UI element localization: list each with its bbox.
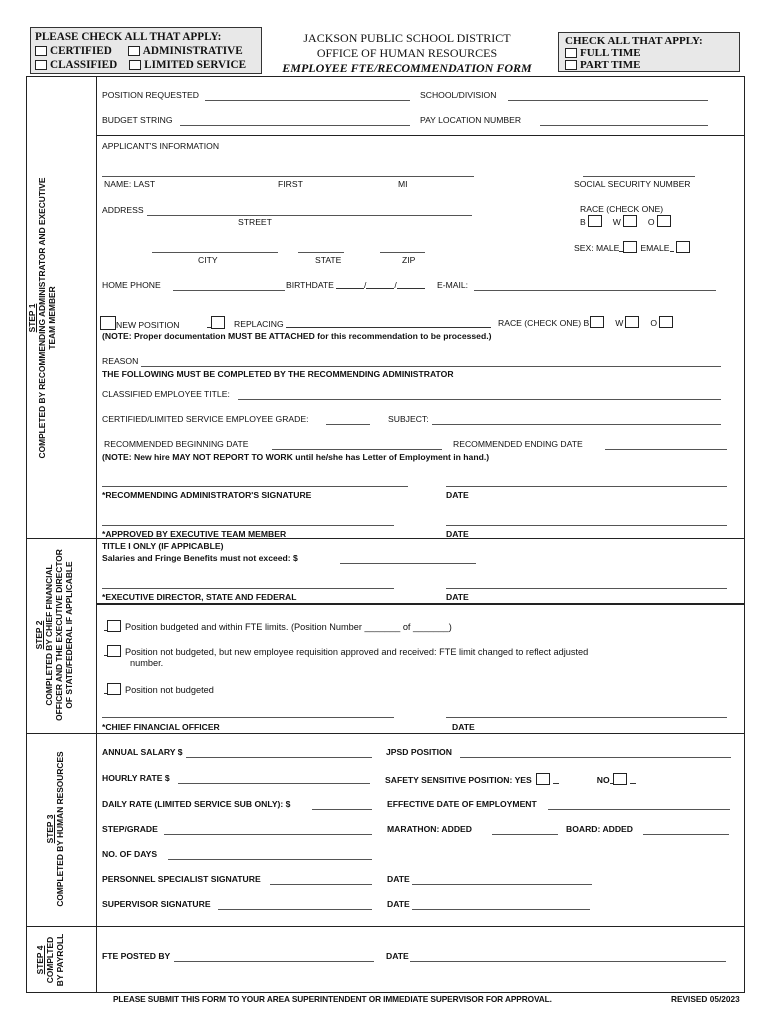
home-phone-label: HOME PHONE [102,280,161,290]
name-last-label: NAME: LAST [104,179,156,189]
effective-date-field[interactable] [548,809,730,810]
race-w-checkbox[interactable] [623,215,637,227]
exec-date-field[interactable] [446,525,727,526]
personnel-sig-field[interactable] [270,884,372,885]
time-type-title: CHECK ALL THAT APPLY: [565,35,703,47]
opt-budgeted-label: Position budgeted and within FTE limits. (Position Number _______ of _______) [125,622,452,632]
supervisor-date-label: DATE [387,899,410,909]
classified-checkbox[interactable] [35,60,47,70]
subject-label: SUBJECT: [388,414,429,424]
certified-label: CERTIFIED [50,45,112,57]
first-name-label: FIRST [278,179,303,189]
state-label: STATE [315,255,342,265]
administrative-checkbox[interactable] [128,46,140,56]
opt-not-budgeted-row [104,683,214,695]
race2-w-checkbox[interactable] [625,316,639,328]
supervisor-sig-field[interactable] [218,909,372,910]
certified-checkbox[interactable] [35,46,47,56]
daily-rate-label: DAILY RATE (LIMITED SERVICE SUB ONLY): $ [102,799,291,809]
opt-budgeted-checkbox[interactable] [107,620,121,632]
birthdate-label: BIRTHDATE [286,280,334,290]
street-label: STREET [238,217,272,227]
step-grade-field[interactable] [164,834,372,835]
ssn-label: SOCIAL SECURITY NUMBER [574,179,691,189]
pay-location-field[interactable] [540,125,708,126]
limited-service-checkbox[interactable] [129,60,141,70]
administrative-label: ADMINISTRATIVE [142,45,243,57]
exec-director-signature-field[interactable] [102,588,394,589]
rec-admin-date-field[interactable] [446,486,727,487]
race2-o-checkbox[interactable] [659,316,673,328]
new-position-checkbox[interactable] [100,316,116,330]
pay-location-label: PAY LOCATION NUMBER [420,115,522,125]
step1-label: STEP 1 COMPLETED BY RECOMMENDING ADMINISTRATOR AND EXECUTIVE TEAM MEMBER [27,177,57,459]
board-field[interactable] [643,834,729,835]
address-label: ADDRESS [102,205,144,215]
safety-sensitive-row [385,773,636,785]
revised-date: REVISED 05/2023 [671,994,740,1004]
district-name: JACKSON PUBLIC SCHOOL DISTRICT [303,31,511,45]
sex-male-checkbox[interactable] [623,241,637,253]
rec-admin-sig-label: *RECOMMENDING ADMINISTRATOR'S SIGNATURE [102,490,312,500]
ssn-field[interactable] [583,176,695,177]
subject-field[interactable] [432,424,721,425]
limited-service-label: LIMITED SERVICE [144,59,247,71]
exec-director-date-field[interactable] [446,588,727,589]
address-field[interactable] [147,215,472,216]
rec-end-label: RECOMMENDED ENDING DATE [453,439,583,449]
fte-date-field[interactable] [410,961,726,962]
rec-begin-label: RECOMMENDED BEGINNING DATE [104,439,249,449]
replacing-label: REPLACING [234,319,284,329]
zip-label: ZIP [402,255,416,265]
replacing-row [207,316,491,329]
birthdate-field[interactable]: / / [336,280,425,290]
opt-not-budgeted-approved-checkbox[interactable] [107,645,121,657]
state-field[interactable] [298,252,344,253]
email-label: E-MAIL: [437,280,469,290]
opt-budgeted-row [104,620,452,632]
form-header [262,31,552,76]
replacing-field[interactable] [286,327,491,328]
annual-salary-label: ANNUAL SALARY $ [102,747,183,757]
cfo-date-field[interactable] [446,717,727,718]
supervisor-sig-label: SUPERVISOR SIGNATURE [102,899,211,909]
office-name: OFFICE OF HUMAN RESOURCES [316,46,498,60]
applicant-name-field[interactable] [102,176,474,177]
exec-date-label: DATE [446,529,469,539]
budget-string-field[interactable] [180,125,410,126]
jpsd-position-label: JPSD POSITION [386,747,452,757]
opt-not-budgeted-approved-label: Position not budgeted, but new employee requisition approved and received: FTE limit changed to reflect adjusted [125,647,589,657]
marathon-field[interactable] [492,834,558,835]
employment-type-box [30,27,262,74]
rec-begin-field[interactable] [272,449,442,450]
step4-label: STEP 4 COMPLTED BY PAYROLL [35,933,65,987]
time-type-box [558,32,740,72]
fte-posted-label: FTE POSTED BY [102,951,171,961]
exec-signature-field[interactable] [102,525,394,526]
full-time-label: FULL TIME [580,47,641,59]
cert-grade-label: CERTIFIED/LIMITED SERVICE EMPLOYEE GRADE: [102,414,309,424]
budget-string-label: BUDGET STRING [102,115,173,125]
rec-admin-signature-field[interactable] [102,486,408,487]
race-options: B W O [580,215,674,227]
exec-director-date-label: DATE [446,592,469,602]
employment-type-title: PLEASE CHECK ALL THAT APPLY: [35,31,222,43]
replacing-checkbox[interactable] [211,316,225,329]
opt-not-budgeted-label: Position not budgeted [125,685,214,695]
home-phone-field[interactable] [173,290,285,291]
hourly-rate-label: HOURLY RATE $ [102,773,170,783]
form-title: EMPLOYEE FTE/RECOMMENDATION FORM [282,61,532,75]
safety-yes-label: SAFETY SENSITIVE POSITION: YES [385,775,532,785]
new-position-row [100,316,180,330]
mi-label: MI [398,179,408,189]
hourly-rate-field[interactable] [178,783,370,784]
race2-b-checkbox[interactable] [590,316,604,328]
reason-label: REASON [102,356,139,366]
cfo-label: *CHIEF FINANCIAL OFFICER [102,722,220,732]
race-label: RACE (CHECK ONE) [580,204,664,214]
reason-field[interactable] [141,366,721,367]
no-days-field[interactable] [168,859,372,860]
step-grade-label: STEP/GRADE [102,824,158,834]
note-documentation: (NOTE: Proper documentation MUST BE ATTACHED for this recommendation to be processed.) [102,331,492,341]
exec-director-label: *EXECUTIVE DIRECTOR, STATE AND FEDERAL [102,592,297,602]
fte-date-label: DATE [386,951,409,961]
salaries-label: Salaries and Fringe Benefits must not exceed: $ [102,553,298,563]
cert-grade-field[interactable] [326,424,370,425]
zip-field[interactable] [380,252,425,253]
approved-exec-label: *APPROVED BY EXECUTIVE TEAM MEMBER [102,529,287,539]
personnel-date-label: DATE [387,874,410,884]
school-division-label: SCHOOL/DIVISION [420,90,497,100]
city-label: CITY [198,255,218,265]
rec-end-field[interactable] [605,449,727,450]
new-position-label: NEW POSITION [116,320,180,330]
supervisor-date-field[interactable] [412,909,590,910]
following-heading: THE FOLLOWING MUST BE COMPLETED BY THE RECOMMENDING ADMINISTRATOR [102,369,454,379]
opt-not-budgeted-checkbox[interactable] [107,683,121,695]
race-b-checkbox[interactable] [588,215,602,227]
safety-no-checkbox[interactable] [613,773,627,785]
email-field[interactable] [474,290,716,291]
submit-instructions: PLEASE SUBMIT THIS FORM TO YOUR AREA SUPERINTENDENT OR IMMEDIATE SUPERVISOR FOR APPROVAL. [113,994,552,1004]
classified-title-field[interactable] [238,399,721,400]
effective-date-label: EFFECTIVE DATE OF EMPLOYMENT [387,799,537,809]
annual-salary-field[interactable] [186,757,372,758]
applicant-info-heading: APPLICANT'S INFORMATION [102,141,220,151]
safety-no-label: NO [596,775,610,785]
marathon-label: MARATHON: ADDED [387,824,472,834]
step2-label: STEP 2 COMPLETED BY CHIEF FINANCIAL OFFICER AND THE EXECUTIVE DIRECTOR OF STATE/FEDERAL IF APPLICABLE [34,549,74,721]
personnel-sig-label: PERSONNEL SPECIALIST SIGNATURE [102,874,261,884]
race2-row: RACE (CHECK ONE) B W O [498,316,676,328]
race-o-checkbox[interactable] [657,215,671,227]
cfo-date-label: DATE [452,722,475,732]
school-division-field[interactable] [508,100,708,101]
salaries-field[interactable] [340,563,476,564]
sex-female-checkbox[interactable] [676,241,690,253]
cfo-signature-field[interactable] [102,717,394,718]
position-requested-label: POSITION REQUESTED [102,90,199,100]
part-time-label: PART TIME [580,59,641,71]
title1-heading: TITLE I ONLY (IF APPICABLE) [102,541,224,551]
city-field[interactable] [152,252,278,253]
full-time-checkbox[interactable] [565,48,577,58]
classified-title-label: CLASSIFIED EMPLOYEE TITLE: [102,389,230,399]
sex-options: SEX: MALE EMALE [574,241,693,253]
personnel-date-field[interactable] [412,884,592,885]
opt-not-budgeted-approved-row [104,645,588,657]
rec-admin-date-label: DATE [446,490,469,500]
daily-rate-field[interactable] [312,809,372,810]
classified-label: CLASSIFIED [50,59,118,71]
part-time-checkbox[interactable] [565,60,577,70]
board-label: BOARD: ADDED [566,824,633,834]
no-days-label: NO. OF DAYS [102,849,158,859]
position-requested-field[interactable] [205,100,410,101]
fte-posted-field[interactable] [174,961,374,962]
step3-label: STEP 3 COMPLETED BY HUMAN RESOURCES [45,751,65,907]
note-new-hire: (NOTE: New hire MAY NOT REPORT TO WORK until he/she has Letter of Employment in hand.) [102,452,490,462]
jpsd-position-field[interactable] [460,757,731,758]
safety-yes-checkbox[interactable] [536,773,550,785]
opt-not-budgeted-approved-cont: number. [130,658,164,668]
